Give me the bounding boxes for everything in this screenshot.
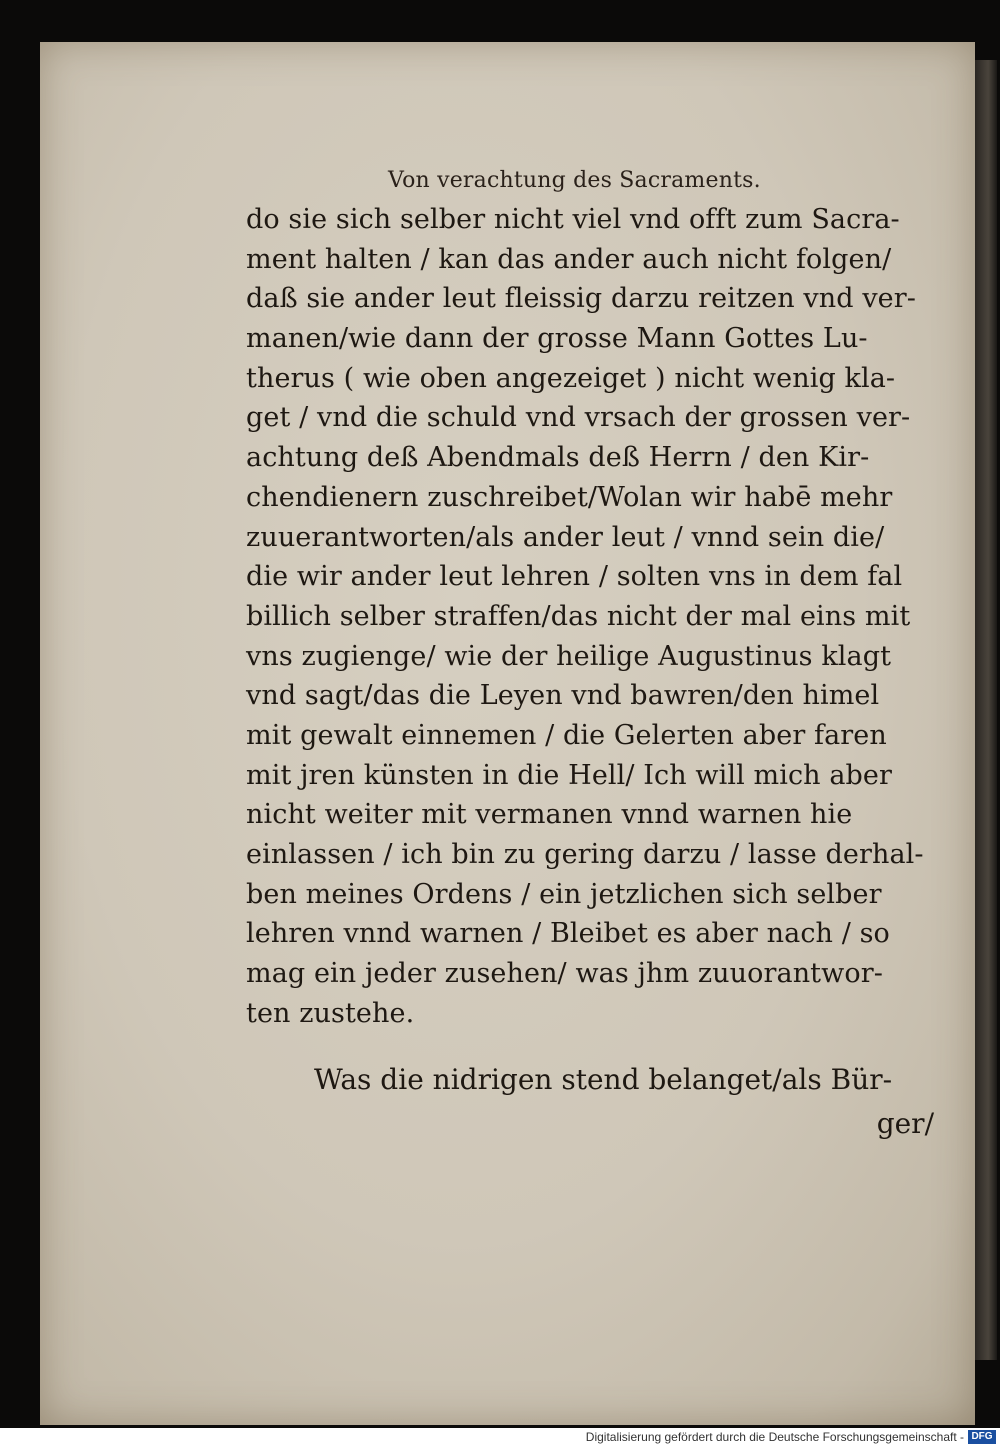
body-text (246, 200, 966, 1033)
text-line: mit gewalt einnemen / die Gelerten aber faren (246, 719, 887, 751)
section-heading-line: Was die nidrigen stend belanget/als Bür- (314, 1063, 893, 1096)
text-line: zuuerantworten/als ander leut / vnnd sein die/ (246, 521, 885, 553)
text-line: ben meines Ordens / ein jetzlichen sich selber (246, 878, 882, 910)
text-line: mit jren künsten in die Hell/ Ich will mich aber (246, 759, 893, 791)
section-heading (314, 1058, 954, 1146)
text-line: get / vnd die schuld vnd vrsach der grossen ver- (246, 402, 911, 434)
footer-bar (0, 1428, 1000, 1447)
text-line: billich selber straffen/das nicht der mal eins mit (246, 600, 911, 632)
funding-credit: Digitalisierung gefördert durch die Deutsche Forschungsgemeinschaft - (585, 1430, 964, 1444)
text-line: ten zustehe. (246, 997, 415, 1029)
text-line: do sie sich selber nicht viel vnd offt zum Sacra- (246, 204, 900, 235)
text-line: vns zugienge/ wie der heilige Augustinus klagt (246, 640, 892, 672)
text-line: daß sie ander leut fleissig darzu reitzen vnd ver- (246, 283, 916, 315)
text-line: achtung deß Abendmals deß Herrn / den Kir- (246, 442, 870, 474)
text-line: mag ein jeder zusehen/ was jhm zuuorantwor- (246, 958, 883, 990)
text-line: vnd sagt/das die Leyen vnd bawren/den himel (246, 680, 880, 712)
running-head: Von verachtung des Sacraments. (388, 168, 761, 193)
text-line: chendienern zuschreibet/Wolan wir habē mehr (246, 481, 893, 513)
text-line: die wir ander leut lehren / solten vns in dem fal (246, 561, 903, 593)
text-line: nicht weiter mit vermanen vnnd warnen hie (246, 799, 853, 831)
text-line: ment halten / kan das ander auch nicht folgen/ (246, 243, 892, 275)
text-line: lehren vnnd warnen / Bleibet es aber nach / so (246, 918, 890, 950)
text-line: manen/wie dann der grosse Mann Gottes Lu- (246, 323, 868, 355)
page-edge (975, 60, 997, 1360)
text-line: therus ( wie oben angezeiget ) nicht wenig kla- (246, 362, 896, 394)
text-line: einlassen / ich bin zu gering darzu / lasse derhal- (246, 839, 924, 870)
catchword: ger/ (876, 1107, 934, 1140)
dfg-logo-icon: DFG (968, 1430, 996, 1444)
